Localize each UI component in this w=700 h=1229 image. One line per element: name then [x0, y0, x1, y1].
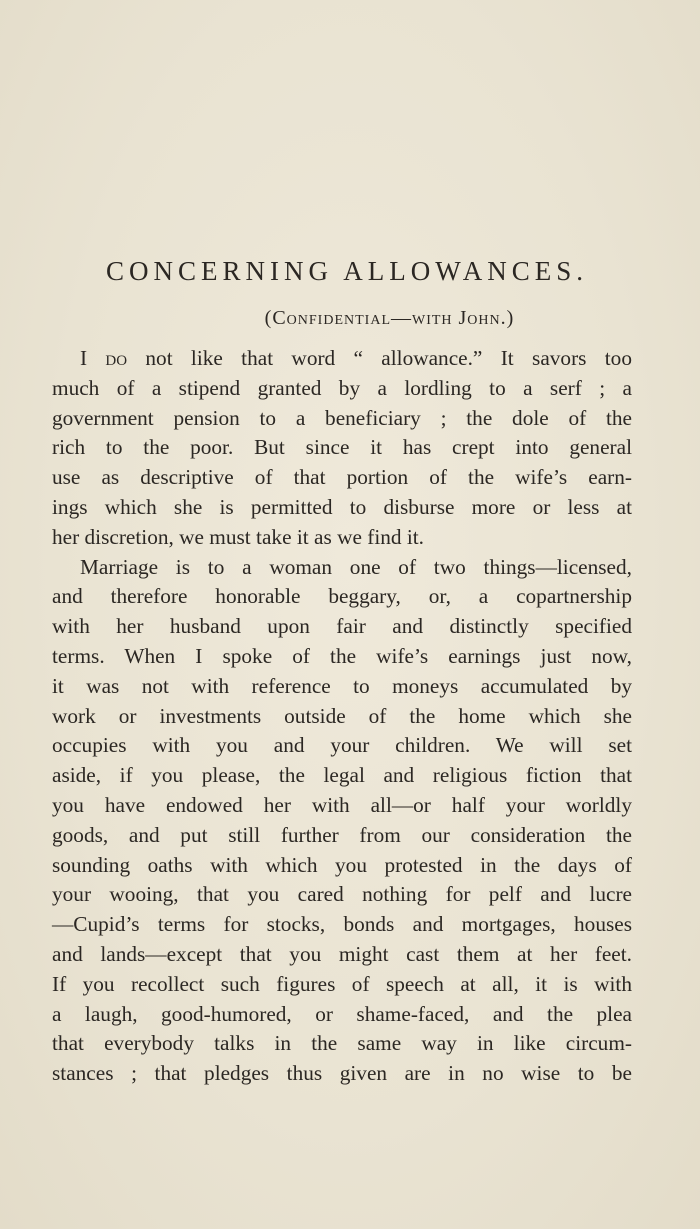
text-line: a laugh, good-humored, or shame-faced, and the plea	[52, 1001, 632, 1026]
text-line: it was not with reference to moneys accumulated by	[52, 673, 632, 698]
chapter-subtitle: (Confidential—with John.)	[264, 307, 515, 329]
text-line: and therefore honorable beggary, or, a copartnership	[52, 584, 632, 609]
text-line: I do not like that word “ allowance.” It savors too	[80, 346, 632, 370]
text-line: your wooing, that you cared nothing for pelf and lucre	[52, 882, 632, 907]
text-line: that everybody talks in the same way in like circum-	[52, 1031, 632, 1056]
text-line: Marriage is to a woman one of two things—licensed,	[80, 554, 632, 579]
dropcap-text: I do	[80, 346, 128, 370]
text-line: If you recollect such figures of speech at all, it is with	[52, 971, 632, 996]
text-line: terms. When I spoke of the wife’s earnings just now,	[52, 643, 632, 668]
chapter-title: CONCERNING ALLOWANCES.	[105, 256, 588, 286]
text-line: aside, if you please, the legal and religious fiction that	[52, 763, 632, 788]
text-line: rich to the poor. But since it has crept into general	[52, 435, 632, 460]
text-line: her discretion, we must take it as we find it.	[52, 524, 425, 549]
text-line: occupies with you and your children. We will set	[52, 733, 632, 758]
text-line: goods, and put still further from our consideration the	[52, 822, 632, 847]
text-line: government pension to a beneficiary ; the dole of the	[52, 405, 632, 430]
text-line: —Cupid’s terms for stocks, bonds and mortgages, houses	[52, 912, 632, 937]
text-line: much of a stipend granted by a lordling to a serf ; a	[52, 375, 632, 400]
text-line: ings which she is permitted to disburse more or less at	[52, 494, 632, 519]
text-block	[52, 248, 632, 1089]
text-line: you have endowed her with all—or half your worldly	[52, 792, 632, 817]
text-line: and lands—except that you might cast them at her feet.	[52, 941, 632, 966]
paragraph-2	[52, 553, 632, 1089]
text-line: work or investments outside of the home which she	[52, 703, 632, 728]
text-line: stances ; that pledges thus given are in no wise to be	[52, 1061, 632, 1086]
text-line: with her husband upon fair and distinctly specified	[52, 614, 632, 639]
text-line: sounding oaths with which you protested in the days of	[52, 852, 632, 877]
paragraph-1	[52, 344, 632, 553]
text-line: use as descriptive of that portion of the wife’s earn-	[52, 465, 632, 490]
